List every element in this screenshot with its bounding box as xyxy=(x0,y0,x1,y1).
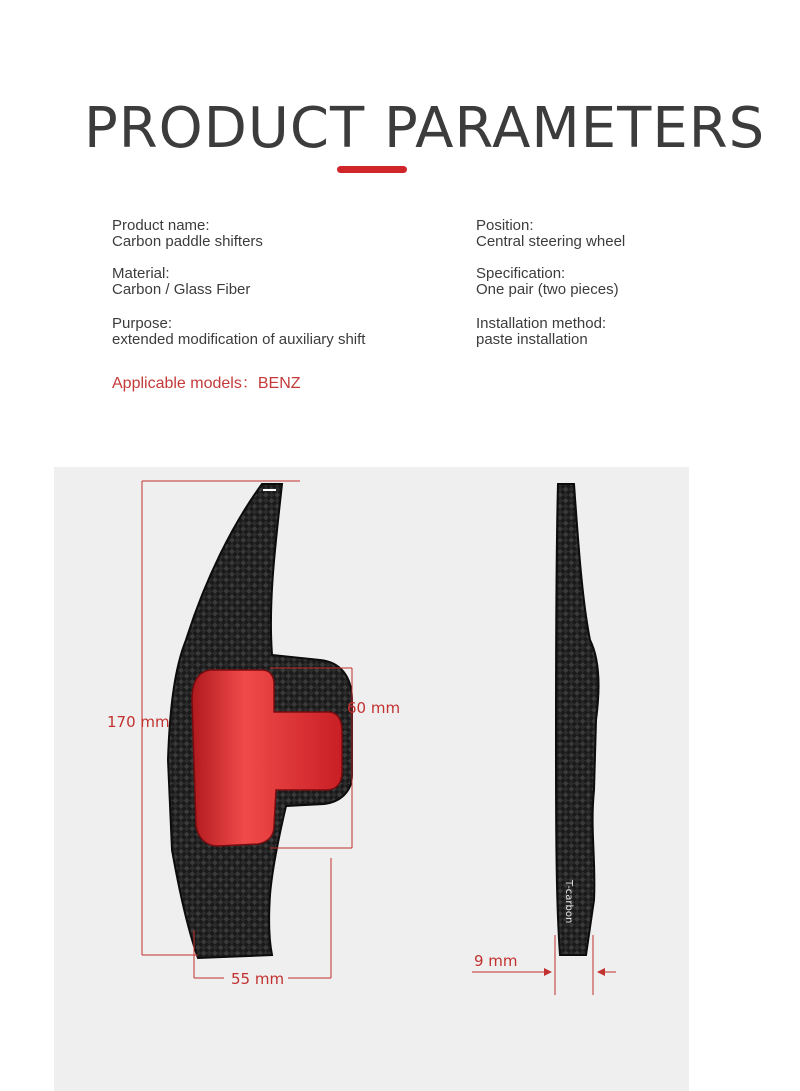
param-label: Purpose: xyxy=(112,315,173,332)
paddle-side-view xyxy=(556,484,598,955)
param-label: Product name: xyxy=(112,217,210,234)
param-value: One pair (two pieces) xyxy=(476,281,619,298)
param-label: Specification: xyxy=(476,265,566,282)
param-label: Installation method: xyxy=(476,315,607,332)
applicable-models: Applicable models：BENZ xyxy=(112,375,301,392)
brand-mark: T-carbon xyxy=(563,880,574,924)
dim-height-label: 170 mm xyxy=(107,713,170,731)
dim-width-label: 55 mm xyxy=(231,970,285,988)
param-label: Material: xyxy=(112,265,170,282)
page-title: PRODUCT PARAMETERS xyxy=(84,96,766,161)
param-value: Central steering wheel xyxy=(476,233,626,250)
dim-insert-label: 60 mm xyxy=(347,699,401,717)
param-value: Carbon / Glass Fiber xyxy=(112,281,251,298)
param-value: extended modification of auxiliary shift xyxy=(112,331,366,348)
dim-arrow-left xyxy=(544,968,552,976)
param-value: paste installation xyxy=(476,331,588,348)
param-label: Position: xyxy=(476,217,534,234)
dim-thickness-label: 9 mm xyxy=(474,952,518,970)
param-value: Carbon paddle shifters xyxy=(112,233,263,250)
dim-arrow-right xyxy=(597,968,605,976)
